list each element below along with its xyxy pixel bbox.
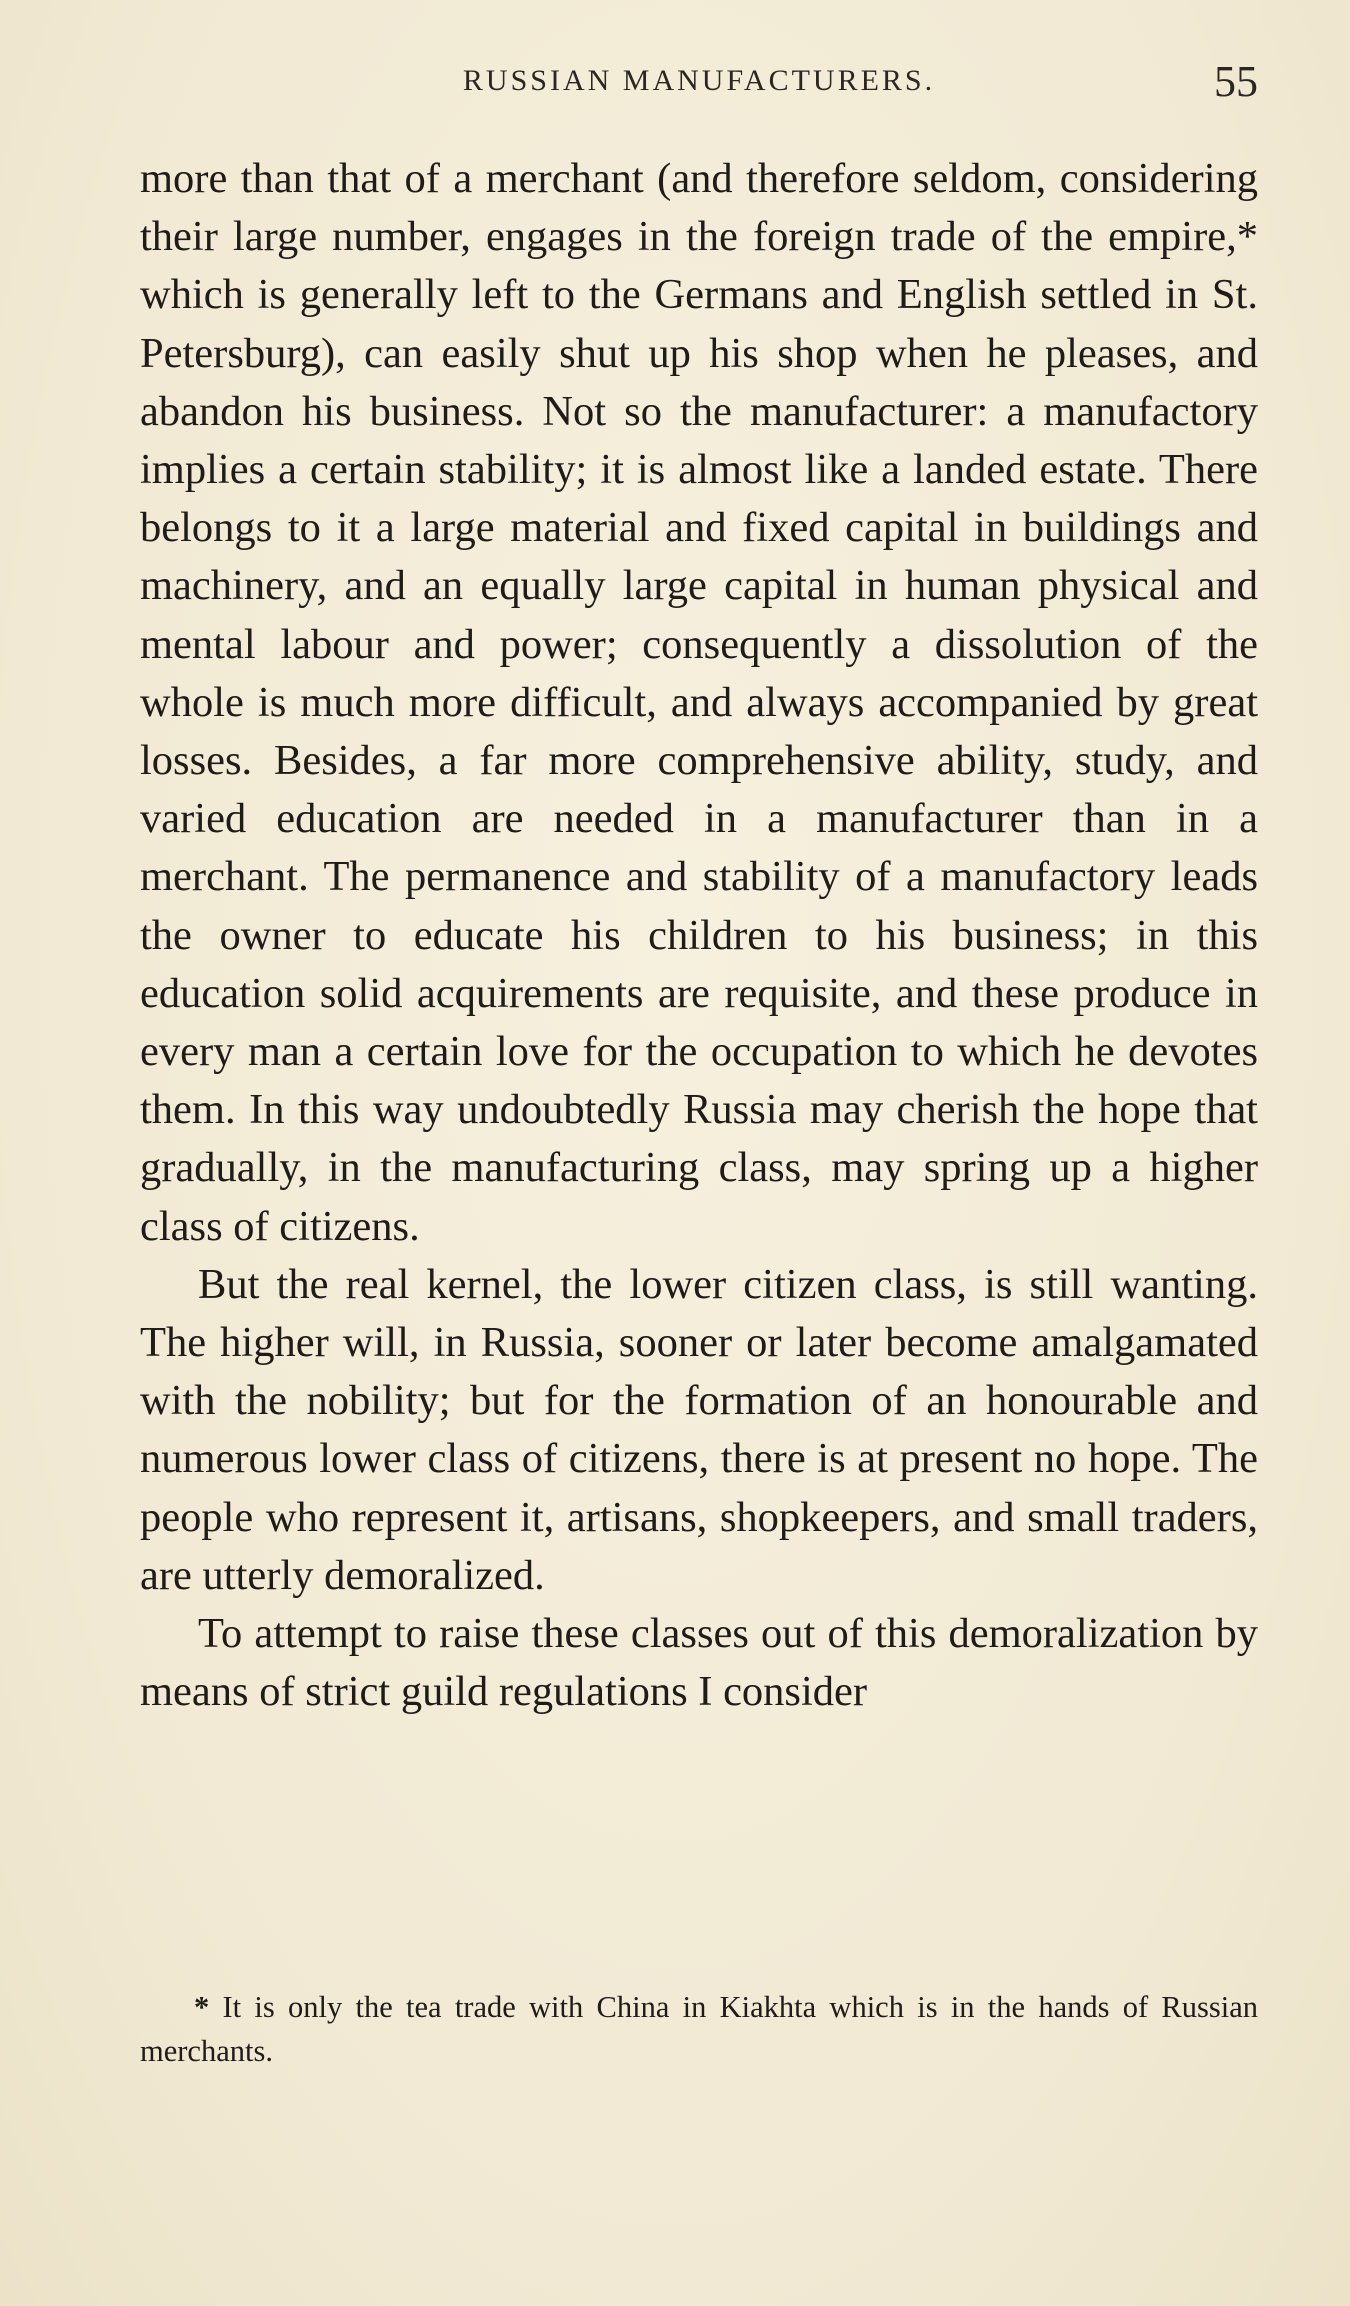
body-text [140,150,1258,1721]
footnote [140,1985,1258,2073]
footnote-marker: * [194,1990,223,2024]
paragraph: To attempt to raise these classes out of this demoralization by means of strict guild regulations I consider [140,1610,1258,1716]
footnote-text: It is only the tea trade with China in Kiakhta which is in the hands of Russian merchants. [140,1990,1258,2068]
running-title: RUSSIAN MANUFACTURERS. [462,64,936,97]
running-head [140,56,1258,106]
page-number: 55 [1214,57,1258,106]
paragraph: But the real kernel, the lower citizen class, is still wanting. The higher will, in Russia, sooner or later become amalgamated with the nobility; but for the formation of an honourable and numerous lower class of citizens, there is at present no hope. The people who represent it, artisans, shopkeepers, and small traders, are utterly demoralized. [140,1260,1258,1599]
paragraph-continued: more than that of a merchant (and therefore seldom, considering their large number, engages in the foreign trade of the empire,* which is generally left to the Germans and English settled in St. Petersburg), can easily shut up his shop when he pleases, and abandon his business. Not so the manufacturer: a manufactory implies a certain stability; it is almost like a landed estate. There belongs to it a large material and fixed capital in buildings and machinery, and an equally large capital in human physical and mental labour and power; consequently a dissolution of the whole is much more difficult, and always accompanied by great losses. Besides, a far more comprehensive ability, study, and varied education are needed in a manufacturer than in a merchant. The permanence and stability of a manufactory leads the owner to educate his children to his business; in this education solid acquirements are requisite, and these produce in every man a certain love for the occupation to which he devotes them. In this way undoubtedly Russia may cherish the hope that gradually, in the manufacturing class, may spring up a higher class of citizens. [140,155,1258,1250]
